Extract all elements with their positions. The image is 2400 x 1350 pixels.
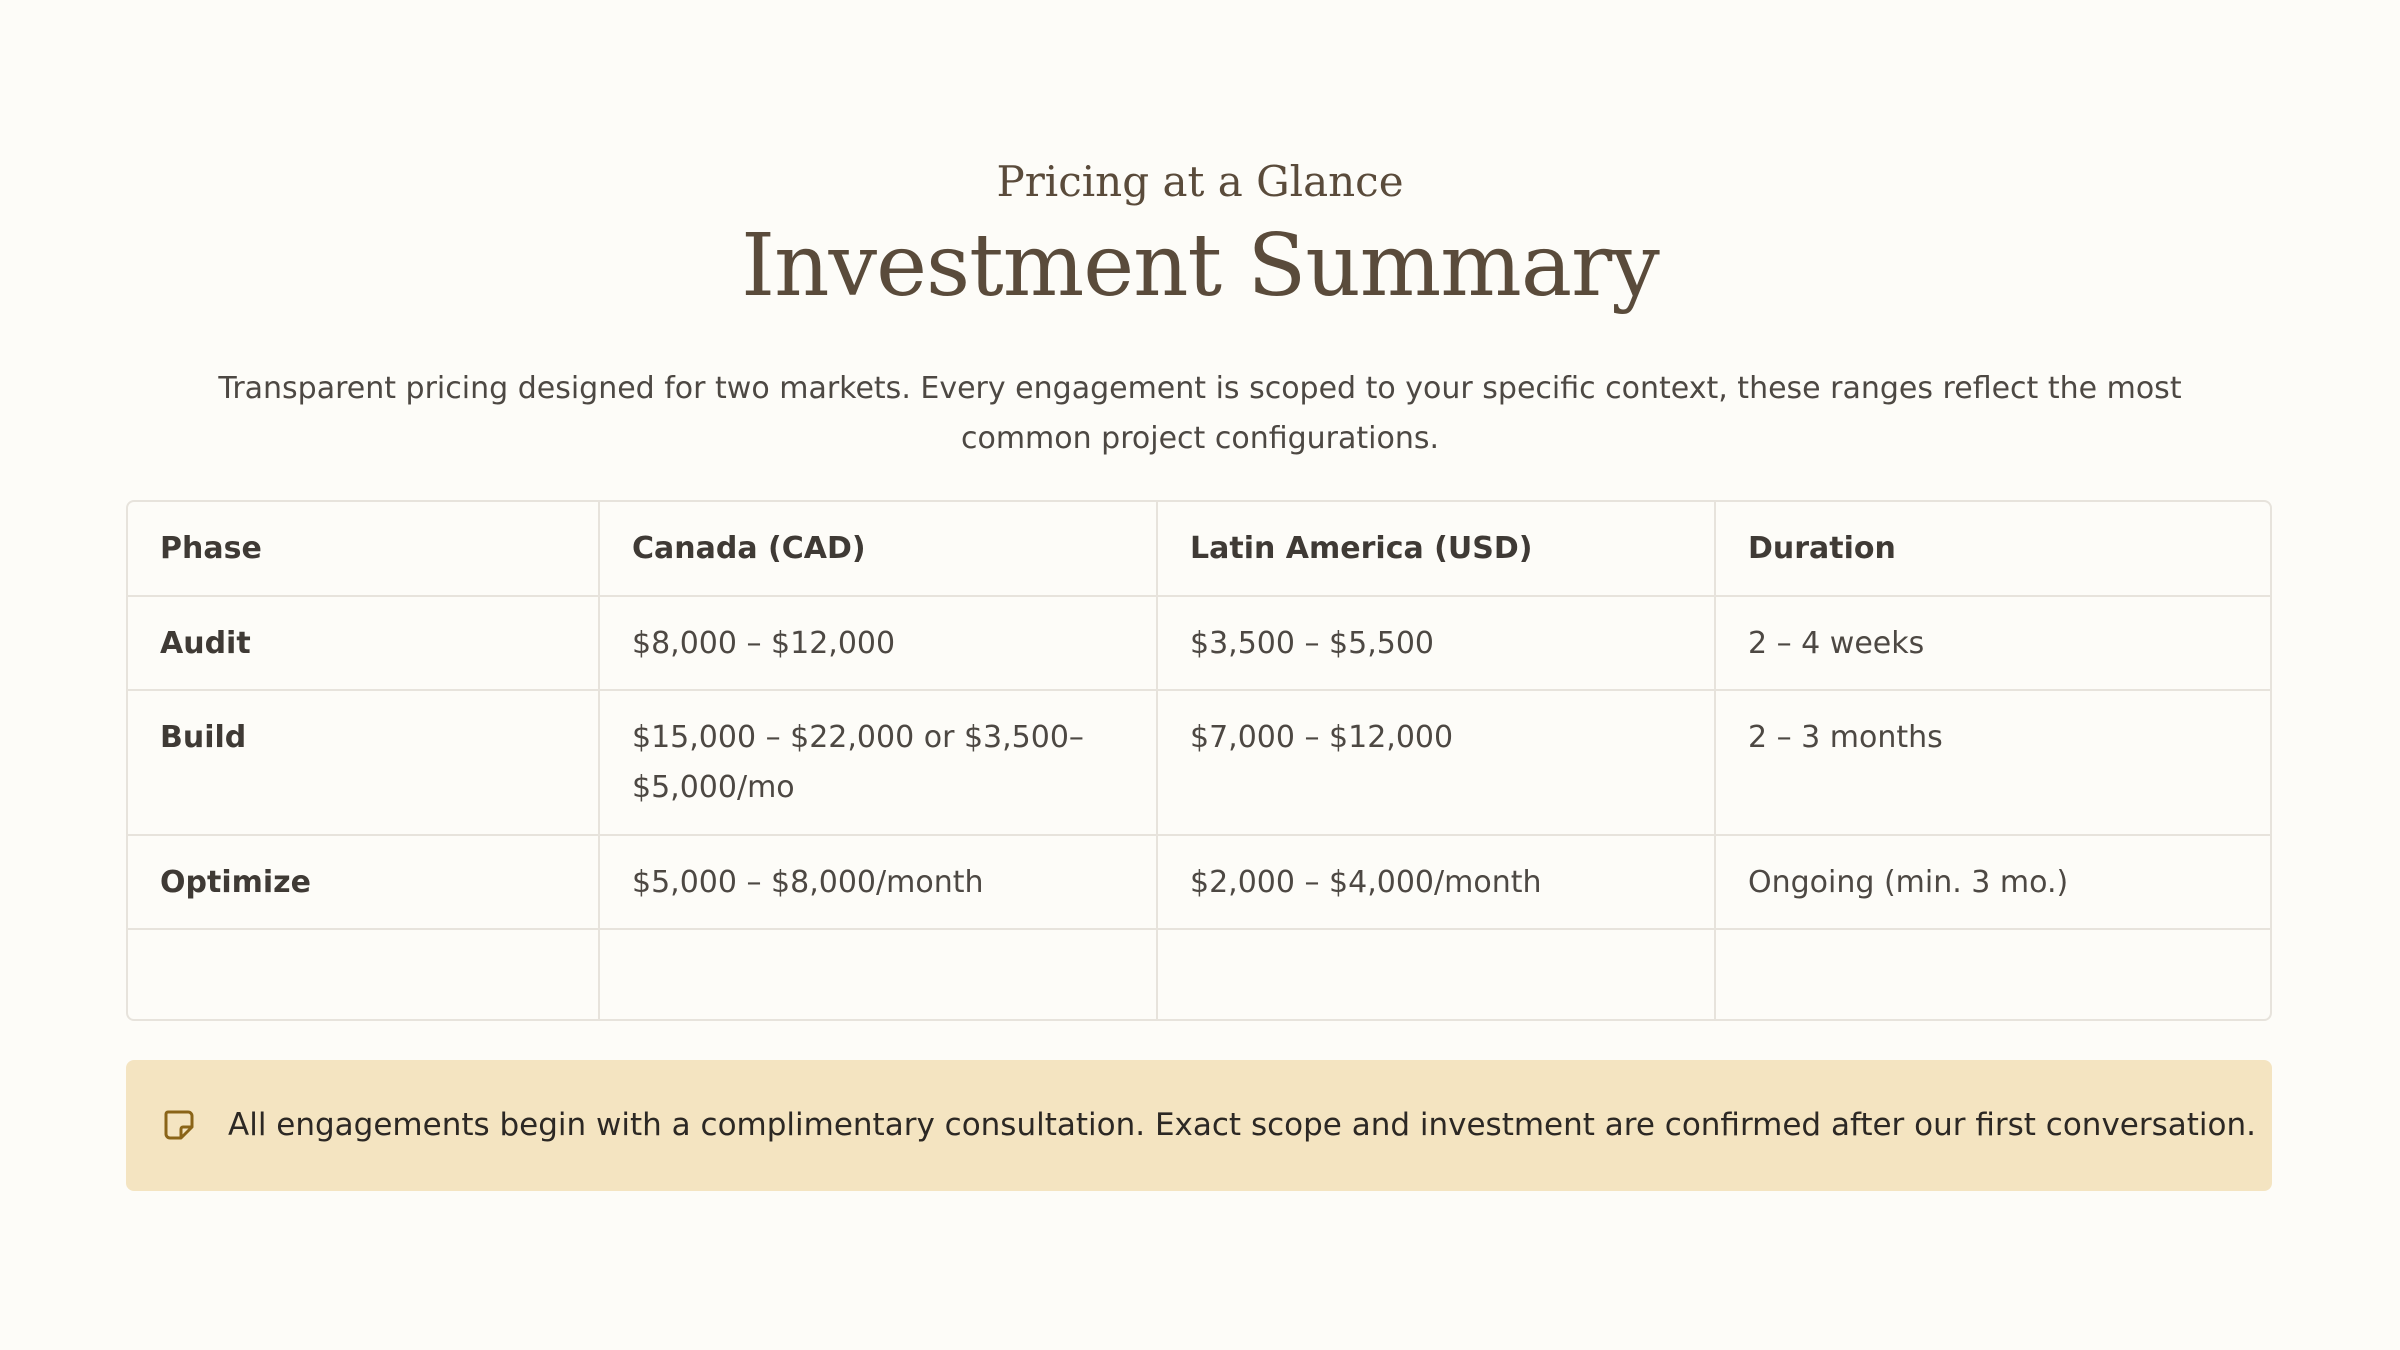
latam-price-cell: $7,000 – $12,000 [1157, 690, 1715, 835]
column-header-duration: Duration [1715, 502, 2270, 596]
duration-cell: 2 – 4 weeks [1715, 596, 2270, 690]
table-row [128, 596, 2270, 690]
table-row [128, 690, 2270, 835]
column-header-latin-america: Latin America (USD) [1157, 502, 1715, 596]
empty-cell [128, 929, 599, 1021]
duration-cell: 2 – 3 months [1715, 690, 2270, 835]
column-header-phase: Phase [128, 502, 599, 596]
empty-cell [1715, 929, 2270, 1021]
phase-cell: Optimize [128, 835, 599, 929]
canada-price-cell: $15,000 – $22,000 or $3,500–$5,000/mo [599, 690, 1157, 835]
latam-price-cell: $2,000 – $4,000/month [1157, 835, 1715, 929]
duration-cell: Ongoing (min. 3 mo.) [1715, 835, 2270, 929]
table-header-row [128, 502, 2270, 596]
page-title: Investment Summary [741, 216, 1659, 316]
latam-price-cell: $3,500 – $5,500 [1157, 596, 1715, 690]
sticky-note-icon [162, 1108, 196, 1142]
phase-cell: Audit [128, 596, 599, 690]
table-row-empty [128, 929, 2270, 1021]
section-kicker: Pricing at a Glance [996, 157, 1404, 206]
canada-price-cell: $8,000 – $12,000 [599, 596, 1157, 690]
canada-price-cell: $5,000 – $8,000/month [599, 835, 1157, 929]
empty-cell [599, 929, 1157, 1021]
consultation-callout [126, 1060, 2272, 1191]
callout-text: All engagements begin with a complimentary consultation. Exact scope and investment are confirmed after our first conversation. [228, 1107, 2257, 1143]
pricing-table [126, 500, 2272, 1021]
intro-paragraph: Transparent pricing designed for two markets. Every engagement is scoped to your specific context, these ranges reflect the most common project configurations. [218, 371, 2182, 456]
table-row [128, 835, 2270, 929]
empty-cell [1157, 929, 1715, 1021]
phase-cell: Build [128, 690, 599, 835]
column-header-canada: Canada (CAD) [599, 502, 1157, 596]
